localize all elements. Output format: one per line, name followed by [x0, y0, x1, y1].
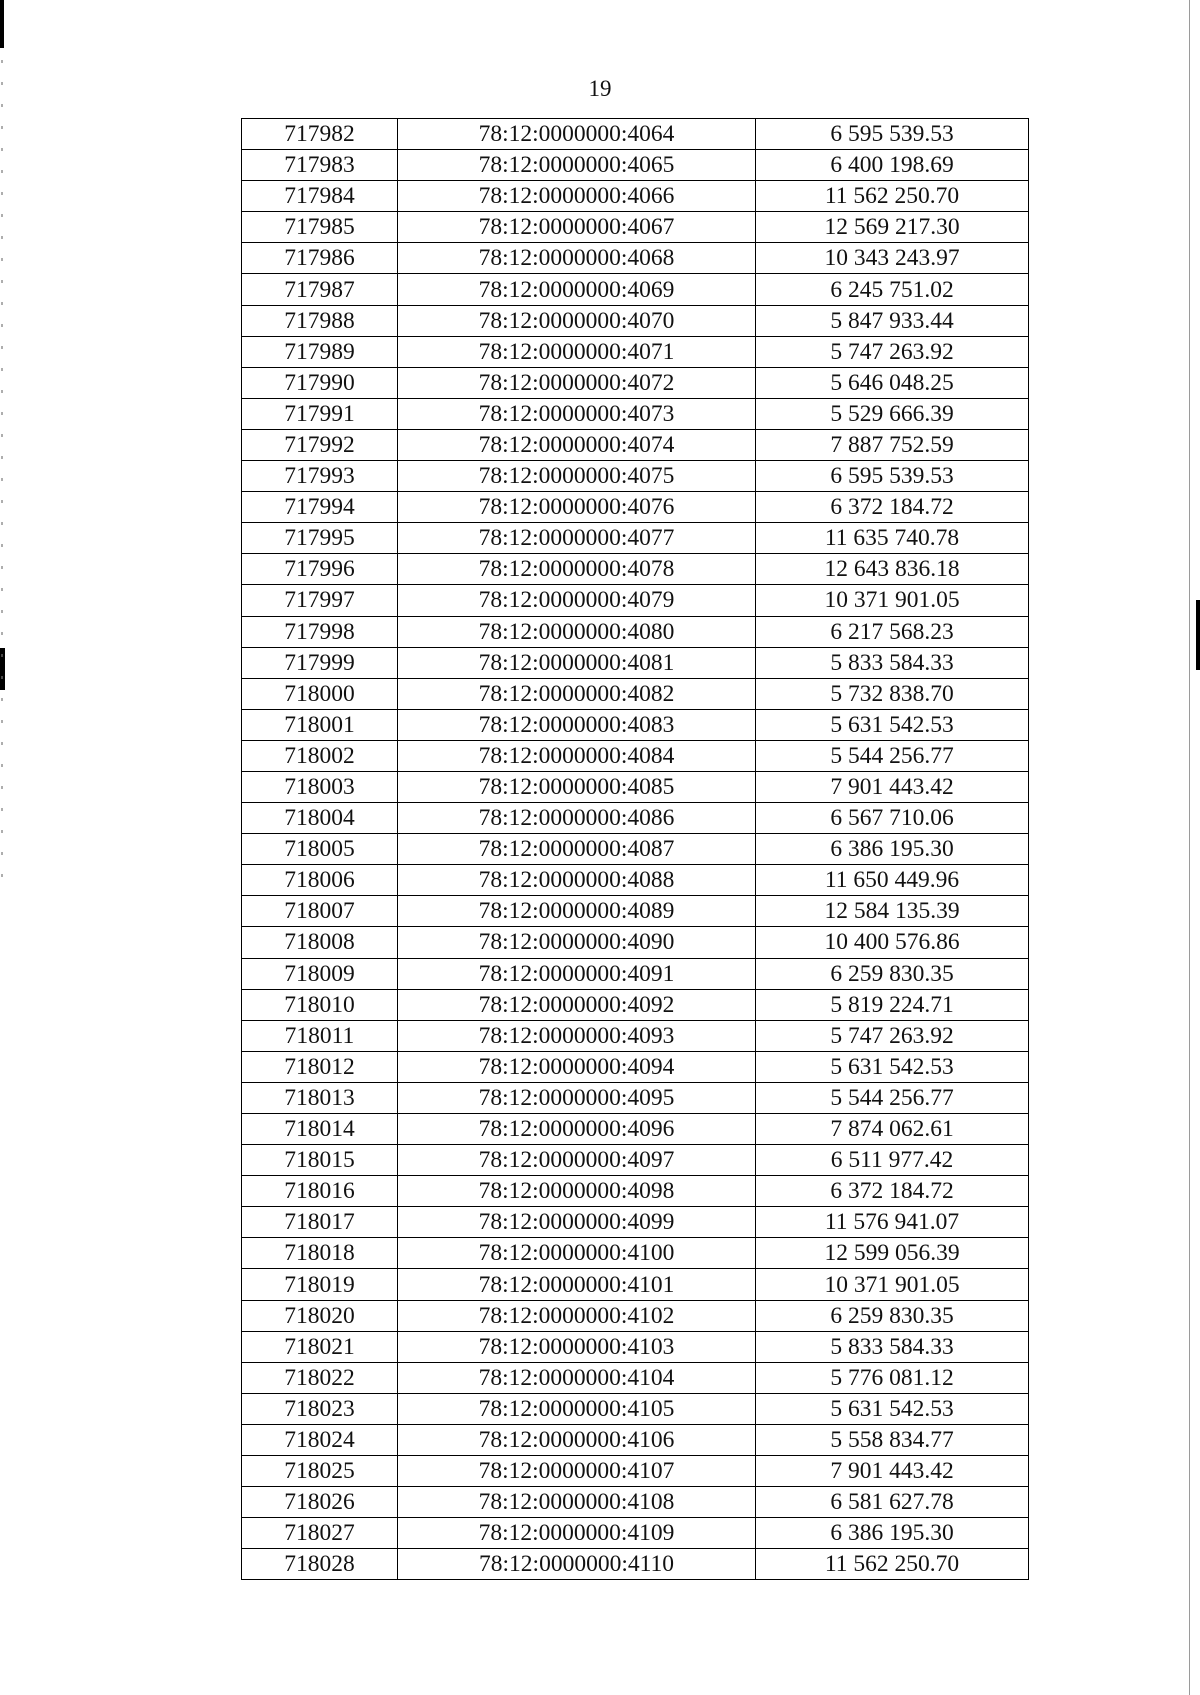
- record-number-cell: 718021: [242, 1331, 398, 1362]
- cadastral-number-cell: 78:12:0000000:4079: [398, 585, 756, 616]
- cadastral-value-cell: 5 529 666.39: [756, 398, 1029, 429]
- cadastral-value-cell: 7 901 443.42: [756, 771, 1029, 802]
- record-number-cell: 718025: [242, 1456, 398, 1487]
- record-number-cell: 718001: [242, 709, 398, 740]
- record-number-cell: 718017: [242, 1207, 398, 1238]
- cadastral-number-cell: 78:12:0000000:4088: [398, 865, 756, 896]
- registry-table-body: [242, 119, 1029, 1580]
- table-row: [242, 927, 1029, 958]
- cadastral-number-cell: 78:12:0000000:4077: [398, 523, 756, 554]
- cadastral-value-cell: 6 245 751.02: [756, 274, 1029, 305]
- cadastral-value-cell: 10 343 243.97: [756, 243, 1029, 274]
- record-number-cell: 718010: [242, 989, 398, 1020]
- cadastral-value-cell: 7 887 752.59: [756, 429, 1029, 460]
- record-number-cell: 717998: [242, 616, 398, 647]
- table-row: [242, 989, 1029, 1020]
- cadastral-value-cell: 10 400 576.86: [756, 927, 1029, 958]
- cadastral-number-cell: 78:12:0000000:4078: [398, 554, 756, 585]
- record-number-cell: 718005: [242, 834, 398, 865]
- scan-edge-line: [1189, 0, 1190, 1695]
- cadastral-number-cell: 78:12:0000000:4100: [398, 1238, 756, 1269]
- cadastral-number-cell: 78:12:0000000:4075: [398, 461, 756, 492]
- record-number-cell: 717988: [242, 305, 398, 336]
- cadastral-value-cell: 11 562 250.70: [756, 181, 1029, 212]
- table-row: [242, 1518, 1029, 1549]
- record-number-cell: 718015: [242, 1145, 398, 1176]
- cadastral-value-cell: 5 558 834.77: [756, 1424, 1029, 1455]
- record-number-cell: 718013: [242, 1082, 398, 1113]
- table-row: [242, 1207, 1029, 1238]
- cadastral-value-cell: 10 371 901.05: [756, 1269, 1029, 1300]
- cadastral-number-cell: 78:12:0000000:4106: [398, 1424, 756, 1455]
- table-row: [242, 523, 1029, 554]
- cadastral-value-cell: 5 544 256.77: [756, 1082, 1029, 1113]
- record-number-cell: 717987: [242, 274, 398, 305]
- cadastral-value-cell: 12 569 217.30: [756, 212, 1029, 243]
- cadastral-value-cell: 6 386 195.30: [756, 834, 1029, 865]
- cadastral-number-cell: 78:12:0000000:4095: [398, 1082, 756, 1113]
- record-number-cell: 718016: [242, 1176, 398, 1207]
- cadastral-value-cell: 5 732 838.70: [756, 678, 1029, 709]
- cadastral-value-cell: 5 631 542.53: [756, 1393, 1029, 1424]
- table-row: [242, 398, 1029, 429]
- cadastral-value-cell: 12 643 836.18: [756, 554, 1029, 585]
- cadastral-number-cell: 78:12:0000000:4082: [398, 678, 756, 709]
- cadastral-value-cell: 6 259 830.35: [756, 1300, 1029, 1331]
- cadastral-number-cell: 78:12:0000000:4110: [398, 1549, 756, 1580]
- table-row: [242, 1393, 1029, 1424]
- page-number: 19: [588, 76, 612, 101]
- cadastral-value-cell: 5 631 542.53: [756, 709, 1029, 740]
- table-row: [242, 150, 1029, 181]
- table-row: [242, 585, 1029, 616]
- table-row: [242, 803, 1029, 834]
- table-row: [242, 274, 1029, 305]
- record-number-cell: 718011: [242, 1020, 398, 1051]
- table-row: [242, 461, 1029, 492]
- cadastral-value-cell: 5 631 542.53: [756, 1051, 1029, 1082]
- cadastral-number-cell: 78:12:0000000:4094: [398, 1051, 756, 1082]
- cadastral-value-cell: 7 901 443.42: [756, 1456, 1029, 1487]
- cadastral-number-cell: 78:12:0000000:4072: [398, 367, 756, 398]
- record-number-cell: 717994: [242, 492, 398, 523]
- cadastral-value-cell: 12 584 135.39: [756, 896, 1029, 927]
- cadastral-number-cell: 78:12:0000000:4105: [398, 1393, 756, 1424]
- table-row: [242, 1145, 1029, 1176]
- record-number-cell: 717997: [242, 585, 398, 616]
- cadastral-number-cell: 78:12:0000000:4102: [398, 1300, 756, 1331]
- cadastral-number-cell: 78:12:0000000:4081: [398, 647, 756, 678]
- cadastral-number-cell: 78:12:0000000:4089: [398, 896, 756, 927]
- cadastral-number-cell: 78:12:0000000:4068: [398, 243, 756, 274]
- cadastral-value-cell: 10 371 901.05: [756, 585, 1029, 616]
- cadastral-value-cell: 6 259 830.35: [756, 958, 1029, 989]
- table-row: [242, 1020, 1029, 1051]
- table-row: [242, 1487, 1029, 1518]
- cadastral-number-cell: 78:12:0000000:4103: [398, 1331, 756, 1362]
- cadastral-number-cell: 78:12:0000000:4065: [398, 150, 756, 181]
- record-number-cell: 718027: [242, 1518, 398, 1549]
- table-row: [242, 1362, 1029, 1393]
- registry-table: [241, 118, 1029, 1580]
- record-number-cell: 717986: [242, 243, 398, 274]
- table-row: [242, 119, 1029, 150]
- cadastral-number-cell: 78:12:0000000:4096: [398, 1114, 756, 1145]
- table-row: [242, 554, 1029, 585]
- record-number-cell: 717995: [242, 523, 398, 554]
- cadastral-value-cell: 11 650 449.96: [756, 865, 1029, 896]
- record-number-cell: 717991: [242, 398, 398, 429]
- cadastral-number-cell: 78:12:0000000:4076: [398, 492, 756, 523]
- cadastral-value-cell: 6 386 195.30: [756, 1518, 1029, 1549]
- cadastral-value-cell: 5 747 263.92: [756, 336, 1029, 367]
- record-number-cell: 718022: [242, 1362, 398, 1393]
- table-row: [242, 616, 1029, 647]
- table-row: [242, 429, 1029, 460]
- cadastral-value-cell: 6 372 184.72: [756, 1176, 1029, 1207]
- table-row: [242, 243, 1029, 274]
- table-row: [242, 958, 1029, 989]
- table-row: [242, 1300, 1029, 1331]
- table-row: [242, 647, 1029, 678]
- record-number-cell: 717999: [242, 647, 398, 678]
- table-row: [242, 1238, 1029, 1269]
- record-number-cell: 717990: [242, 367, 398, 398]
- record-number-cell: 718004: [242, 803, 398, 834]
- cadastral-number-cell: 78:12:0000000:4091: [398, 958, 756, 989]
- table-row: [242, 1424, 1029, 1455]
- cadastral-number-cell: 78:12:0000000:4074: [398, 429, 756, 460]
- table-row: [242, 336, 1029, 367]
- cadastral-number-cell: 78:12:0000000:4109: [398, 1518, 756, 1549]
- scan-artifact-left-top: [0, 0, 4, 48]
- cadastral-number-cell: 78:12:0000000:4107: [398, 1456, 756, 1487]
- cadastral-number-cell: 78:12:0000000:4097: [398, 1145, 756, 1176]
- cadastral-value-cell: 6 581 627.78: [756, 1487, 1029, 1518]
- cadastral-number-cell: 78:12:0000000:4092: [398, 989, 756, 1020]
- record-number-cell: 717996: [242, 554, 398, 585]
- cadastral-value-cell: 7 874 062.61: [756, 1114, 1029, 1145]
- cadastral-number-cell: 78:12:0000000:4069: [398, 274, 756, 305]
- cadastral-number-cell: 78:12:0000000:4085: [398, 771, 756, 802]
- cadastral-value-cell: 5 747 263.92: [756, 1020, 1029, 1051]
- cadastral-number-cell: 78:12:0000000:4087: [398, 834, 756, 865]
- record-number-cell: 717982: [242, 119, 398, 150]
- cadastral-number-cell: 78:12:0000000:4070: [398, 305, 756, 336]
- cadastral-number-cell: 78:12:0000000:4064: [398, 119, 756, 150]
- table-row: [242, 709, 1029, 740]
- record-number-cell: 718012: [242, 1051, 398, 1082]
- table-row: [242, 1269, 1029, 1300]
- record-number-cell: 718020: [242, 1300, 398, 1331]
- cadastral-value-cell: 5 833 584.33: [756, 647, 1029, 678]
- cadastral-number-cell: 78:12:0000000:4099: [398, 1207, 756, 1238]
- cadastral-value-cell: 6 595 539.53: [756, 119, 1029, 150]
- record-number-cell: 718014: [242, 1114, 398, 1145]
- cadastral-number-cell: 78:12:0000000:4098: [398, 1176, 756, 1207]
- table-row: [242, 896, 1029, 927]
- table-row: [242, 1331, 1029, 1362]
- cadastral-value-cell: 5 646 048.25: [756, 367, 1029, 398]
- record-number-cell: 718007: [242, 896, 398, 927]
- table-row: [242, 771, 1029, 802]
- cadastral-number-cell: 78:12:0000000:4066: [398, 181, 756, 212]
- record-number-cell: 717993: [242, 461, 398, 492]
- record-number-cell: 718003: [242, 771, 398, 802]
- cadastral-value-cell: 5 776 081.12: [756, 1362, 1029, 1393]
- cadastral-number-cell: 78:12:0000000:4067: [398, 212, 756, 243]
- table-row: [242, 181, 1029, 212]
- table-row: [242, 834, 1029, 865]
- cadastral-value-cell: 6 595 539.53: [756, 461, 1029, 492]
- cadastral-number-cell: 78:12:0000000:4108: [398, 1487, 756, 1518]
- cadastral-value-cell: 11 635 740.78: [756, 523, 1029, 554]
- record-number-cell: 718028: [242, 1549, 398, 1580]
- table-row: [242, 678, 1029, 709]
- table-row: [242, 305, 1029, 336]
- cadastral-value-cell: 5 847 933.44: [756, 305, 1029, 336]
- table-row: [242, 212, 1029, 243]
- scan-dots-left: [1, 60, 3, 880]
- cadastral-number-cell: 78:12:0000000:4071: [398, 336, 756, 367]
- record-number-cell: 718002: [242, 740, 398, 771]
- cadastral-number-cell: 78:12:0000000:4104: [398, 1362, 756, 1393]
- cadastral-number-cell: 78:12:0000000:4090: [398, 927, 756, 958]
- cadastral-value-cell: 6 217 568.23: [756, 616, 1029, 647]
- table-row: [242, 865, 1029, 896]
- record-number-cell: 717984: [242, 181, 398, 212]
- cadastral-value-cell: 6 372 184.72: [756, 492, 1029, 523]
- cadastral-value-cell: 11 576 941.07: [756, 1207, 1029, 1238]
- record-number-cell: 717992: [242, 429, 398, 460]
- table-row: [242, 367, 1029, 398]
- record-number-cell: 717989: [242, 336, 398, 367]
- cadastral-number-cell: 78:12:0000000:4073: [398, 398, 756, 429]
- cadastral-value-cell: 6 400 198.69: [756, 150, 1029, 181]
- cadastral-value-cell: 12 599 056.39: [756, 1238, 1029, 1269]
- cadastral-number-cell: 78:12:0000000:4083: [398, 709, 756, 740]
- table-row: [242, 1114, 1029, 1145]
- record-number-cell: 718026: [242, 1487, 398, 1518]
- record-number-cell: 718006: [242, 865, 398, 896]
- cadastral-value-cell: 6 567 710.06: [756, 803, 1029, 834]
- record-number-cell: 718024: [242, 1424, 398, 1455]
- cadastral-value-cell: 11 562 250.70: [756, 1549, 1029, 1580]
- cadastral-value-cell: 5 819 224.71: [756, 989, 1029, 1020]
- cadastral-number-cell: 78:12:0000000:4086: [398, 803, 756, 834]
- table-row: [242, 1549, 1029, 1580]
- cadastral-value-cell: 5 544 256.77: [756, 740, 1029, 771]
- scan-artifact-right: [1196, 600, 1200, 670]
- cadastral-number-cell: 78:12:0000000:4101: [398, 1269, 756, 1300]
- record-number-cell: 717983: [242, 150, 398, 181]
- cadastral-value-cell: 6 511 977.42: [756, 1145, 1029, 1176]
- record-number-cell: 718023: [242, 1393, 398, 1424]
- cadastral-number-cell: 78:12:0000000:4093: [398, 1020, 756, 1051]
- table-row: [242, 1082, 1029, 1113]
- table-row: [242, 492, 1029, 523]
- record-number-cell: 718019: [242, 1269, 398, 1300]
- record-number-cell: 717985: [242, 212, 398, 243]
- cadastral-number-cell: 78:12:0000000:4080: [398, 616, 756, 647]
- record-number-cell: 718018: [242, 1238, 398, 1269]
- table-row: [242, 1051, 1029, 1082]
- record-number-cell: 718009: [242, 958, 398, 989]
- record-number-cell: 718000: [242, 678, 398, 709]
- table-row: [242, 1456, 1029, 1487]
- cadastral-value-cell: 5 833 584.33: [756, 1331, 1029, 1362]
- table-row: [242, 1176, 1029, 1207]
- cadastral-number-cell: 78:12:0000000:4084: [398, 740, 756, 771]
- table-row: [242, 740, 1029, 771]
- record-number-cell: 718008: [242, 927, 398, 958]
